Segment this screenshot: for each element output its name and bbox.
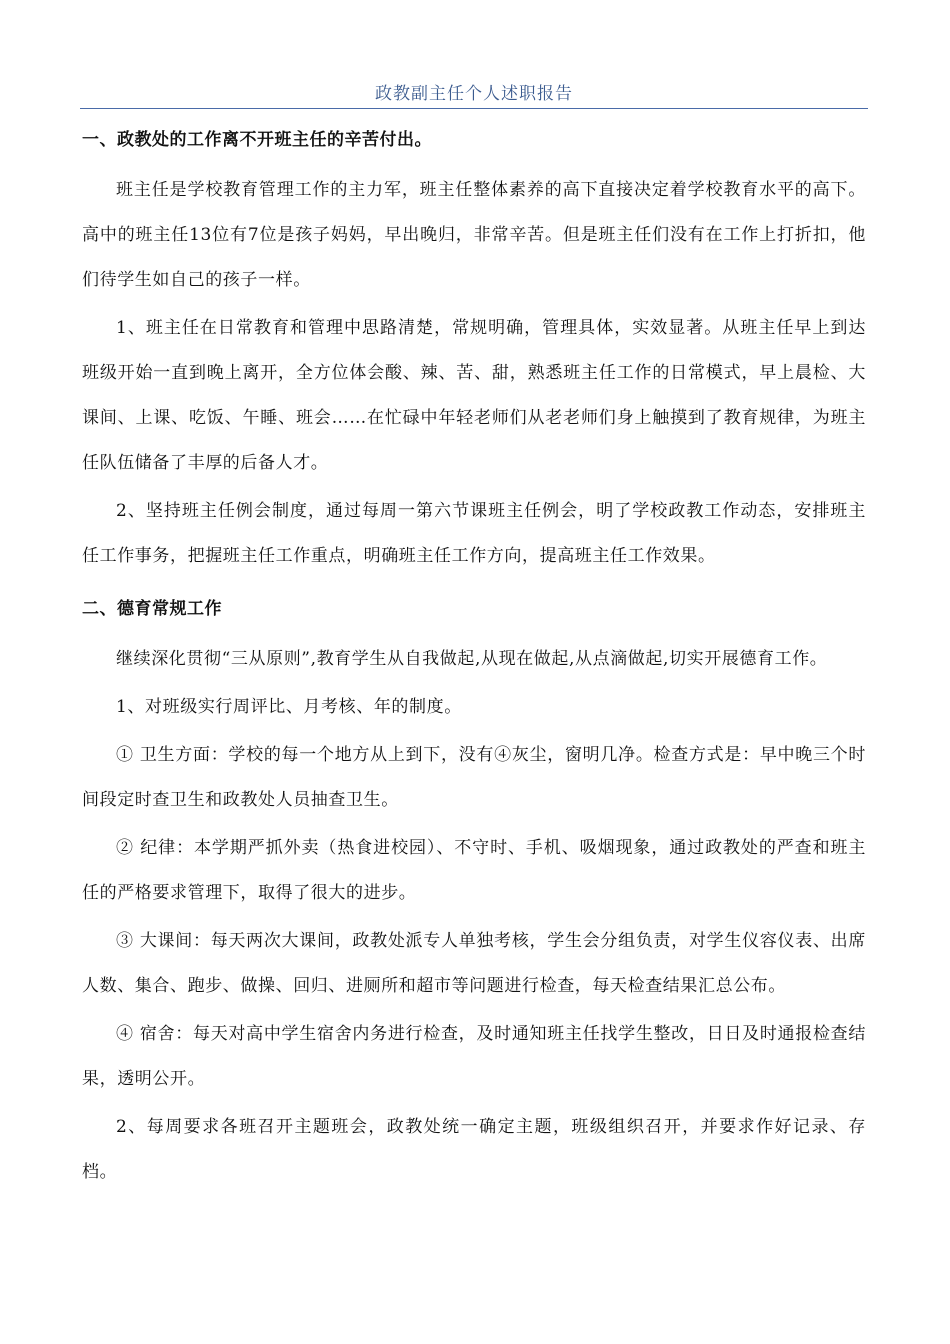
body-paragraph: 2、坚持班主任例会制度，通过每周一第六节课班主任例会，明了学校政教工作动态，安排班主任工作事务，把握班主任工作重点，明确班主任工作方向，提高班主任工作效果。: [82, 501, 866, 566]
body-paragraph: 2、每周要求各班召开主题班会，政教处统一确定主题，班级组织召开，并要求作好记录、存档。: [82, 1117, 866, 1182]
header-divider: [80, 108, 868, 109]
body-paragraph: ① 卫生方面：学校的每一个地方从上到下，没有④灰尘，窗明几净。检查方式是：早中晚三个时间段定时查卫生和政教处人员抽查卫生。: [82, 745, 866, 810]
body-paragraph: 继续深化贯彻“三从原则”,教育学生从自我做起,从现在做起,从点滴做起,切实开展德育工作。: [116, 649, 828, 669]
section-heading-2: 二、德育常规工作: [82, 599, 222, 619]
body-paragraph: 班主任是学校教育管理工作的主力军，班主任整体素养的高下直接决定着学校教育水平的高下。高中的班主任13位有7位是孩子妈妈，早出晚归，非常辛苦。但是班主任们没有在工作上打折扣，他们待学生如自己的孩子一样。: [82, 180, 866, 290]
body-paragraph: 1、对班级实行周评比、月考核、年的制度。: [116, 697, 462, 717]
body-paragraph: ④ 宿舍：每天对高中学生宿舍内务进行检查，及时通知班主任找学生整改，日日及时通报检查结果，透明公开。: [82, 1024, 866, 1089]
document-body: [82, 124, 866, 1195]
document-header-title: 政教副主任个人述职报告: [375, 84, 573, 104]
section-heading-1: 一、政教处的工作离不开班主任的辛苦付出。: [82, 130, 432, 150]
body-paragraph: ③ 大课间：每天两次大课间，政教处派专人单独考核，学生会分组负责，对学生仪容仪表、出席人数、集合、跑步、做操、回归、进厕所和超市等问题进行检查，每天检查结果汇总公布。: [82, 931, 866, 996]
body-paragraph: 1、班主任在日常教育和管理中思路清楚，常规明确，管理具体，实效显著。从班主任早上到达班级开始一直到晚上离开，全方位体会酸、辣、苦、甜，熟悉班主任工作的日常模式，早上晨检、大课间、上课、吃饭、午睡、班会……在忙碌中年轻老师们从老老师们身上触摸到了教育规律，为班主任队伍储备了丰厚的后备人才。: [82, 318, 866, 473]
body-paragraph: ② 纪律：本学期严抓外卖（热食进校园）、不守时、手机、吸烟现象，通过政教处的严查和班主任的严格要求管理下，取得了很大的进步。: [82, 838, 866, 903]
